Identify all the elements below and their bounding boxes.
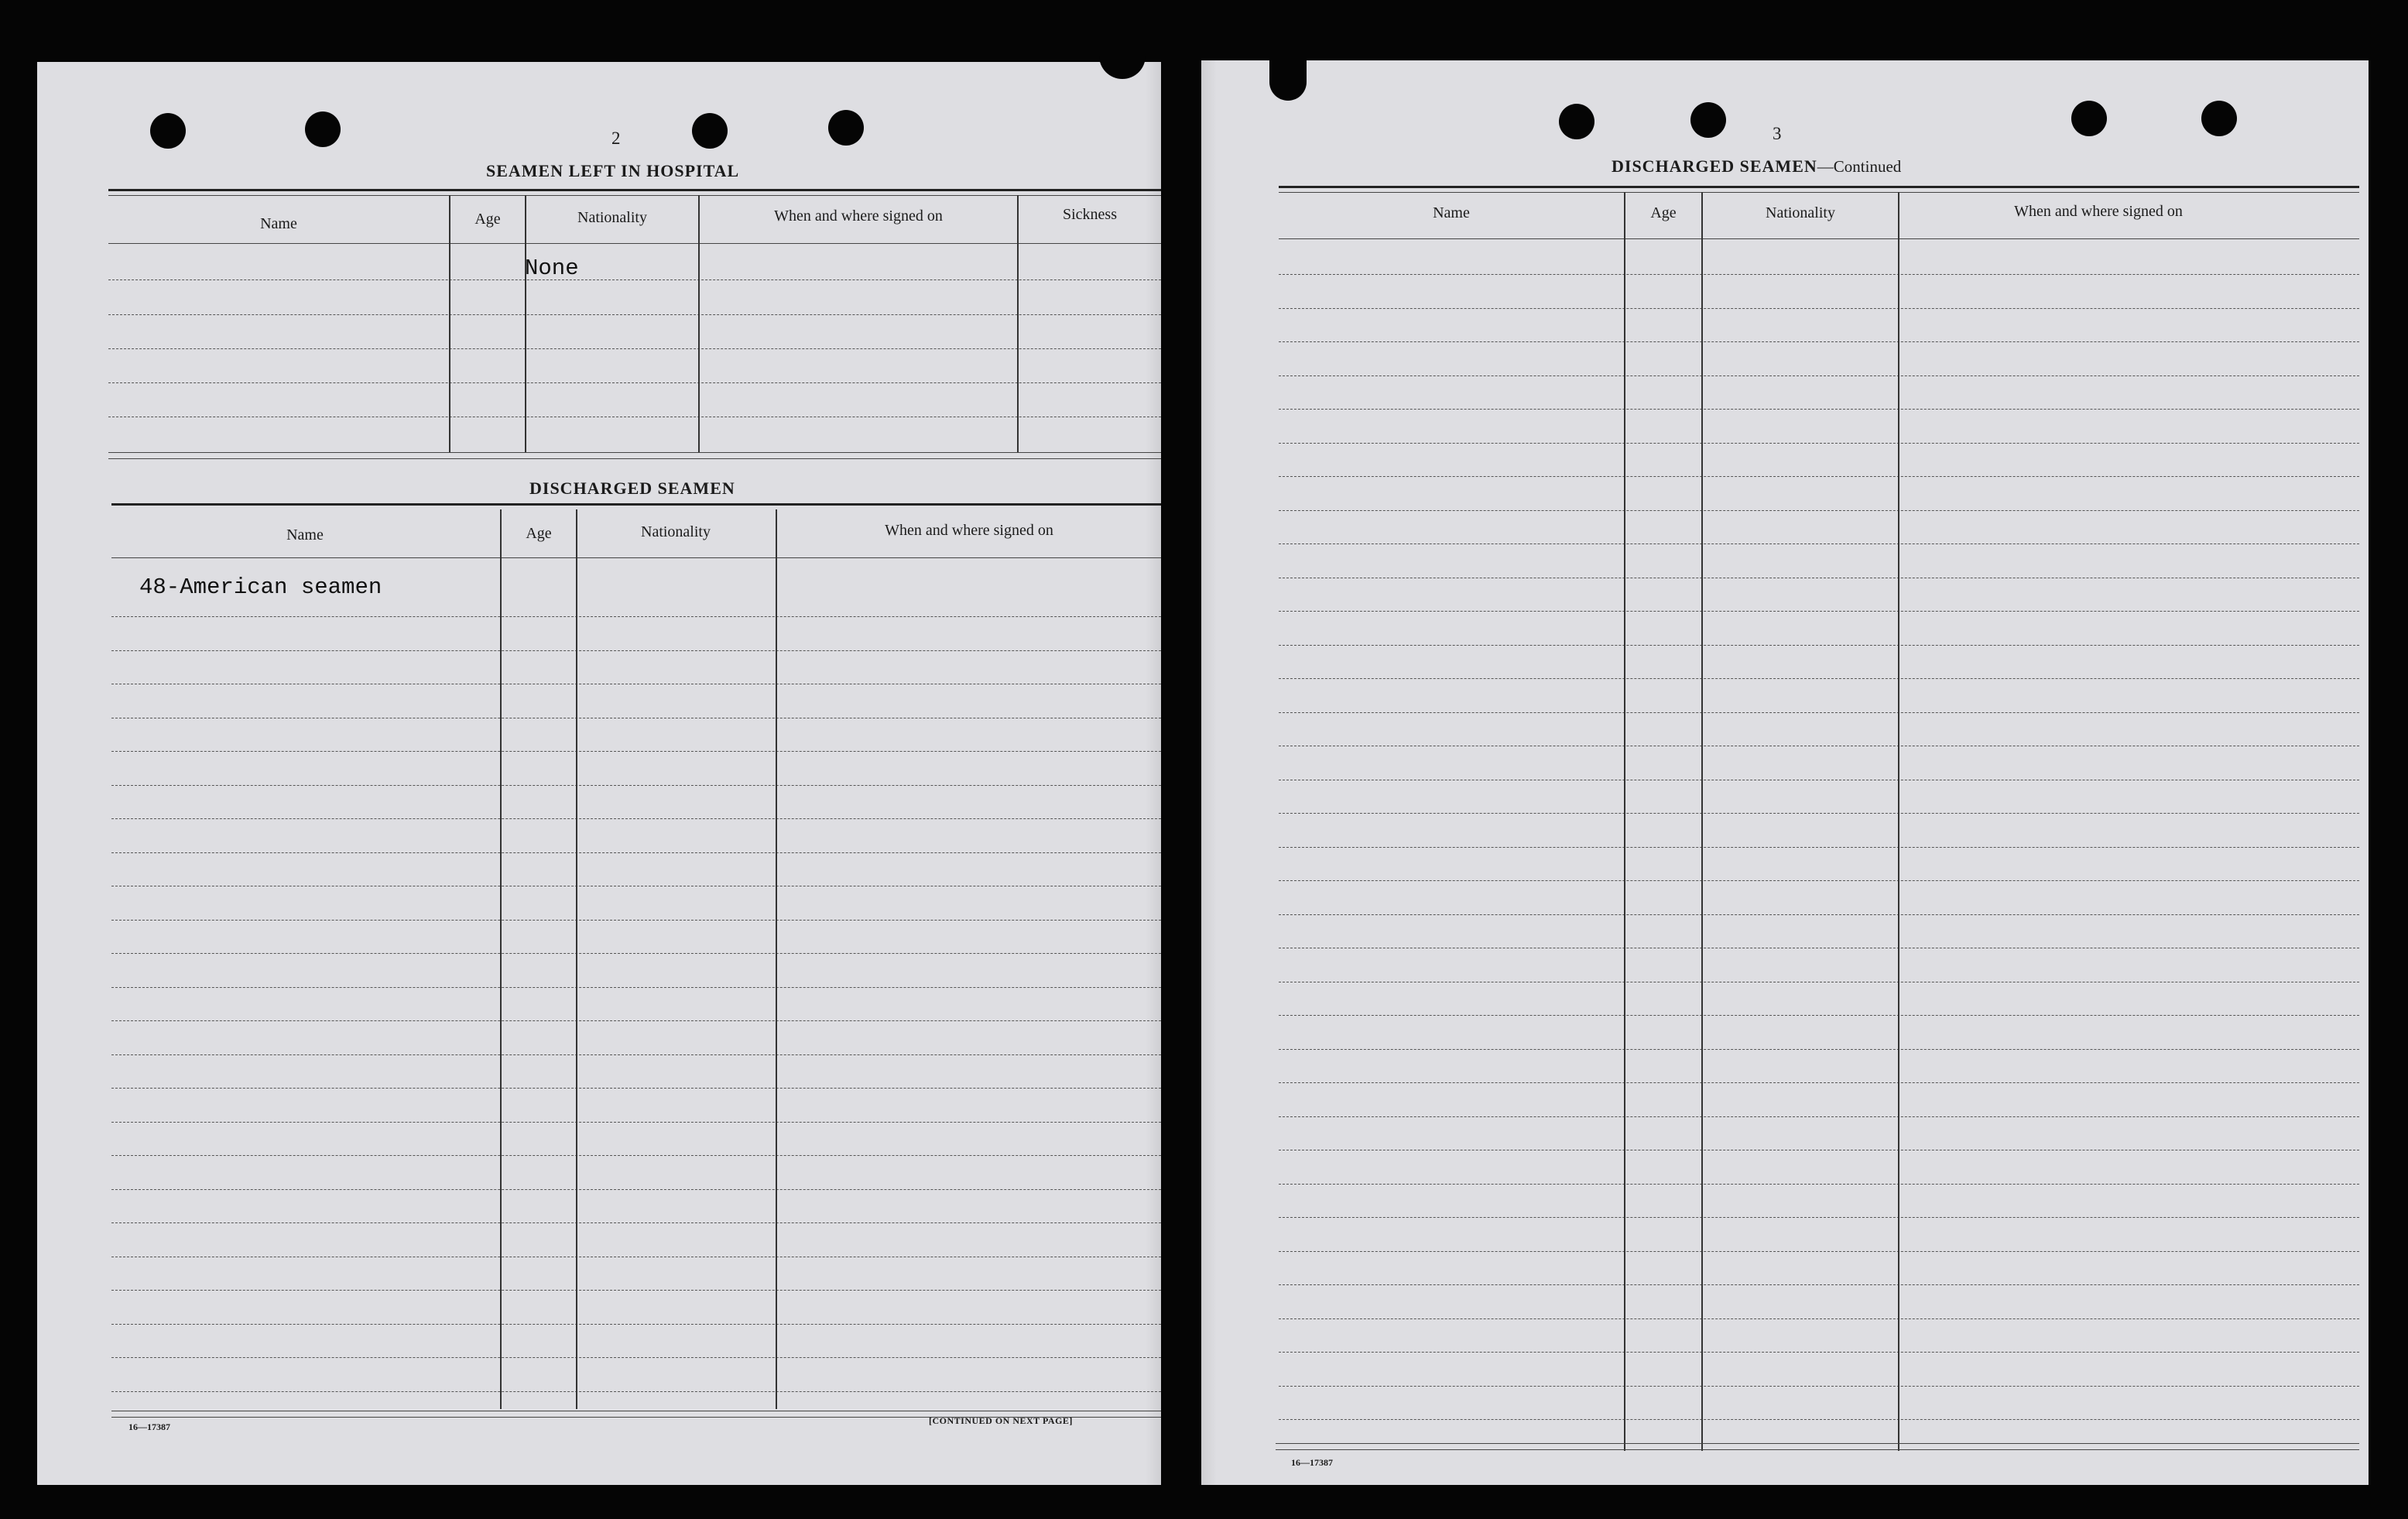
title-main: DISCHARGED SEAMEN: [1612, 156, 1817, 176]
row-rule: [111, 1020, 1161, 1021]
row-rule: [1279, 847, 2359, 848]
row-rule: [111, 1290, 1161, 1291]
row-rule: [1279, 1015, 2359, 1016]
column-header-age: Age: [526, 525, 552, 542]
column-divider: [525, 195, 526, 452]
punch-hole: [2201, 101, 2237, 136]
page-gutter-shadow: [1146, 62, 1161, 1485]
row-rule: [1279, 1217, 2359, 1218]
column-header-nationality: Nationality: [1766, 204, 1835, 221]
row-rule: [111, 1222, 1161, 1223]
row-rule: [111, 1357, 1161, 1358]
row-rule: [1279, 1386, 2359, 1387]
right-form-page: [1201, 60, 2369, 1485]
punch-hole: [828, 110, 864, 146]
table-top-rule: [108, 195, 1161, 196]
table-top-rule: [111, 503, 1161, 506]
column-divider: [449, 195, 450, 452]
row-rule: [1279, 880, 2359, 881]
row-rule: [111, 920, 1161, 921]
column-header-nationality: Nationality: [577, 209, 647, 226]
row-rule: [111, 852, 1161, 853]
row-rule: [1279, 341, 2359, 342]
row-rule: [1279, 712, 2359, 713]
row-rule: [111, 1391, 1161, 1392]
row-rule: [1279, 1049, 2359, 1050]
row-rule: [1279, 1284, 2359, 1285]
column-divider: [776, 509, 777, 1409]
row-rule: [111, 751, 1161, 752]
row-rule: [1279, 543, 2359, 544]
row-rule: [1279, 476, 2359, 477]
table-bottom-rule: [108, 458, 1161, 459]
column-header-when-where: When and where signed on: [2014, 203, 2183, 220]
row-rule: [1279, 1419, 2359, 1420]
row-rule: [1279, 813, 2359, 814]
table-top-rule: [1279, 192, 2359, 193]
column-header-sickness: Sickness: [1063, 206, 1117, 223]
title-continued: —Continued: [1817, 157, 1902, 176]
column-divider: [500, 509, 502, 1409]
row-rule: [111, 818, 1161, 819]
column-divider: [1898, 192, 1899, 1451]
column-header-name: Name: [260, 215, 297, 232]
form-number: 16—17387: [1291, 1457, 1333, 1468]
hospital-entry-none: None: [525, 255, 579, 281]
row-rule: [1279, 1352, 2359, 1353]
row-rule: [1279, 409, 2359, 410]
column-divider: [1017, 195, 1019, 452]
row-rule: [1279, 1116, 2359, 1117]
row-rule: [111, 785, 1161, 786]
table-bottom-rule: [1276, 1443, 2359, 1444]
left-form-page: [37, 62, 1161, 1485]
column-divider: [1701, 192, 1703, 1451]
discharged-entry: 48-American seamen: [139, 574, 382, 600]
row-rule: [111, 1054, 1161, 1055]
row-rule: [111, 650, 1161, 651]
table-top-rule: [108, 189, 1161, 191]
row-rule: [108, 348, 1161, 349]
row-rule: [1279, 308, 2359, 309]
column-divider: [698, 195, 700, 452]
row-rule: [1279, 678, 2359, 679]
column-divider: [576, 509, 577, 1409]
discharged-continued-title: [1612, 156, 1901, 177]
column-header-age: Age: [474, 211, 501, 228]
column-divider: [1624, 192, 1625, 1451]
row-rule: [1279, 510, 2359, 511]
punch-hole: [150, 113, 186, 149]
row-rule: [111, 1324, 1161, 1325]
row-rule: [111, 953, 1161, 954]
form-number: 16—17387: [128, 1421, 170, 1432]
punch-hole: [305, 111, 341, 147]
punch-hole: [692, 113, 728, 149]
row-rule: [1279, 645, 2359, 646]
page-gutter-shadow: [1201, 60, 1217, 1485]
row-rule: [1279, 274, 2359, 275]
row-rule: [1279, 1251, 2359, 1252]
punch-hole: [1559, 104, 1594, 139]
column-header-name: Name: [286, 526, 324, 543]
header-underline: [1279, 238, 2359, 239]
row-rule: [111, 987, 1161, 988]
hospital-section-title: SEAMEN LEFT IN HOSPITAL: [486, 161, 740, 180]
column-header-age: Age: [1650, 204, 1677, 221]
row-rule: [1279, 443, 2359, 444]
row-rule: [1279, 1318, 2359, 1319]
table-bottom-rule: [108, 452, 1161, 453]
row-rule: [1279, 375, 2359, 376]
page-number: 3: [1773, 124, 1782, 143]
column-header-name: Name: [1433, 204, 1470, 221]
table-top-rule: [1279, 186, 2359, 188]
row-rule: [111, 616, 1161, 617]
row-rule: [1279, 1082, 2359, 1083]
column-header-nationality: Nationality: [641, 523, 711, 540]
row-rule: [111, 1122, 1161, 1123]
row-rule: [108, 314, 1161, 315]
punch-hole: [2071, 101, 2107, 136]
punch-hole: [1690, 102, 1726, 138]
row-rule: [1279, 1184, 2359, 1185]
header-underline: [108, 243, 1161, 244]
row-rule: [1279, 611, 2359, 612]
row-rule: [1279, 914, 2359, 915]
row-rule: [111, 1088, 1161, 1089]
header-underline: [111, 557, 1161, 558]
column-header-when-where: When and where signed on: [885, 522, 1053, 539]
row-rule: [108, 279, 1161, 280]
page-number: 2: [611, 129, 621, 148]
discharged-section-title: DISCHARGED SEAMEN: [529, 478, 735, 498]
continued-note: [CONTINUED ON NEXT PAGE]: [929, 1415, 1073, 1426]
table-bottom-rule: [1276, 1449, 2359, 1450]
row-rule: [108, 382, 1161, 383]
row-rule: [111, 1189, 1161, 1190]
column-header-when-where: When and where signed on: [774, 207, 943, 225]
torn-binding-mark: [1269, 54, 1307, 101]
row-rule: [111, 1155, 1161, 1156]
